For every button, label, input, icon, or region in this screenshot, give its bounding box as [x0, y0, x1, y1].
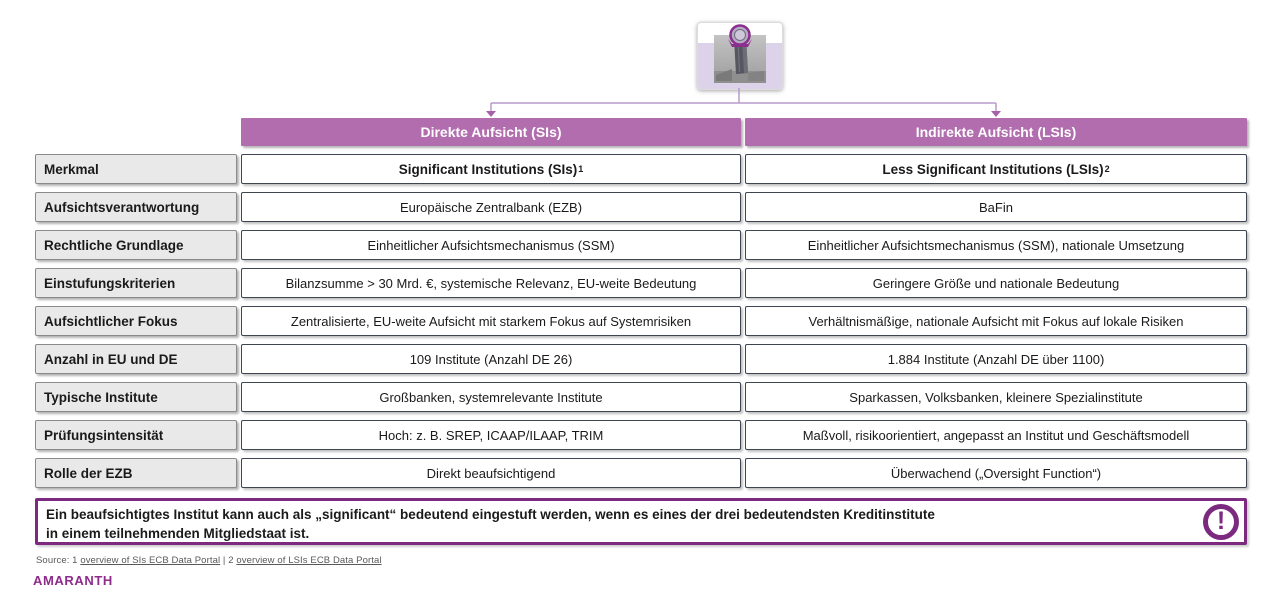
column-header-direkte-aufsicht: Direkte Aufsicht (SIs) [241, 118, 741, 146]
lsi-value-7: Maßvoll, risikoorientiert, angepasst an Institut und Geschäftsmodell [745, 420, 1247, 450]
row-label-1: Aufsichtsverantwortung [35, 192, 237, 222]
si-value-4: Zentralisierte, EU-weite Aufsicht mit starkem Fokus auf Systemrisiken [241, 306, 741, 336]
si-value-2: Einheitlicher Aufsichtsmechanismus (SSM) [241, 230, 741, 260]
lsi-value-4: Verhältnismäßige, nationale Aufsicht mit Fokus auf lokale Risiken [745, 306, 1247, 336]
row-label-3: Einstufungskriterien [35, 268, 237, 298]
lsi-value-5: 1.884 Institute (Anzahl DE über 1100) [745, 344, 1247, 374]
exclamation-icon: ! [1203, 504, 1239, 540]
note-box [35, 498, 1247, 545]
source-prefix: Source: 1 [36, 555, 81, 566]
si-value-7: Hoch: z. B. SREP, ICAAP/ILAAP, TRIM [241, 420, 741, 450]
lsi-value-3: Geringere Größe und nationale Bedeutung [745, 268, 1247, 298]
ecb-building-image [698, 23, 782, 89]
source-link-lsis[interactable]: overview of LSIs ECB Data Portal [236, 555, 382, 566]
row-label-6: Typische Institute [35, 382, 237, 412]
note-text [46, 505, 1184, 543]
si-value-6: Großbanken, systemrelevante Institute [241, 382, 741, 412]
lsi-value-0: Less Significant Institutions (LSIs) 2 [745, 154, 1247, 184]
brand-logo: AMARANTH [33, 573, 113, 588]
note-line-2: in einem teilnehmenden Mitgliedstaat ist. [46, 526, 310, 542]
source-link-sis[interactable]: overview of SIs ECB Data Portal [80, 555, 221, 566]
row-label-7: Prüfungsintensität [35, 420, 237, 450]
si-value-0: Significant Institutions (SIs) 1 [241, 154, 741, 184]
lsi-value-1: BaFin [745, 192, 1247, 222]
arrow-down-right [991, 111, 1001, 117]
hierarchy-connector-lines [440, 86, 1040, 118]
header-spacer [35, 118, 237, 146]
row-label-5: Anzahl in EU und DE [35, 344, 237, 374]
lsi-value-8: Überwachend („Oversight Function“) [745, 458, 1247, 488]
si-value-1: Europäische Zentralbank (EZB) [241, 192, 741, 222]
source-separator: | 2 [220, 555, 237, 566]
si-value-3: Bilanzsumme > 30 Mrd. €, systemische Relevanz, EU-weite Bedeutung [241, 268, 741, 298]
si-value-8: Direkt beaufsichtigend [241, 458, 741, 488]
source-line [36, 555, 382, 566]
comparison-table [35, 118, 1247, 488]
arrow-down-left [486, 111, 496, 117]
row-label-8: Rolle der EZB [35, 458, 237, 488]
si-value-5: 109 Institute (Anzahl DE 26) [241, 344, 741, 374]
note-line-1: Ein beaufsichtigtes Institut kann auch als „significant“ bedeutend eingestuft werden, wenn es eines der drei bedeutendsten Kreditinstitute [46, 507, 935, 522]
column-header-indirekte-aufsicht: Indirekte Aufsicht (LSIs) [745, 118, 1247, 146]
row-label-4: Aufsichtlicher Fokus [35, 306, 237, 336]
row-label-0: Merkmal [35, 154, 237, 184]
lsi-value-2: Einheitlicher Aufsichtsmechanismus (SSM), nationale Umsetzung [745, 230, 1247, 260]
row-label-2: Rechtliche Grundlage [35, 230, 237, 260]
lsi-value-6: Sparkassen, Volksbanken, kleinere Spezialinstitute [745, 382, 1247, 412]
ecb-image-card [697, 22, 783, 90]
